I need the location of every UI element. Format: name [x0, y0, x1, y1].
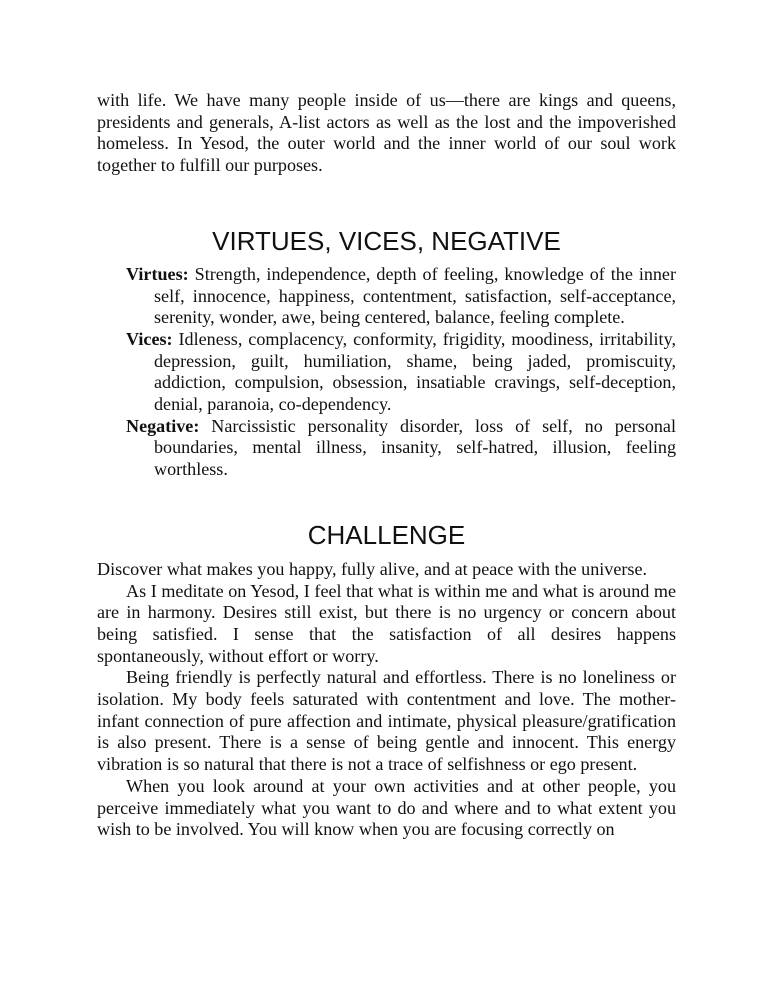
- trait-description: Strength, independence, depth of feeling, knowledge of the inner self, innocence, happiness, contentment, satisfaction, self-acceptance, serenity, wonder, awe, being centered, balance, feeling complete.: [154, 263, 676, 328]
- traits-list: [97, 264, 676, 481]
- trait-term: Negative:: [126, 415, 200, 436]
- trait-description: Narcissistic personality disorder, loss of self, no personal boundaries, mental illness, insanity, self-hatred, illusion, feeling worthless.: [154, 415, 676, 480]
- intro-paragraph: with life. We have many people inside of us—there are kings and queens, presidents and generals, A-list actors as well as the lost and the impoverished homeless. In Yesod, the outer world and the inner world of our soul work together to fulfill our purposes.: [97, 90, 676, 176]
- challenge-paragraph: As I meditate on Yesod, I feel that what is within me and what is around me are in harmony. Desires still exist, but there is no urgency or concern about being satisfied. I sense that the satisfaction of all desires happens spontaneously, without effort or worry.: [97, 580, 676, 666]
- trait-item-vices: [126, 329, 676, 416]
- trait-item-negative: [126, 416, 676, 481]
- trait-item-virtues: [126, 264, 676, 329]
- trait-term: Vices:: [126, 328, 173, 349]
- challenge-heading: CHALLENGE: [307, 519, 466, 550]
- virtues-vices-heading: VIRTUES, VICES, NEGATIVE: [212, 225, 561, 256]
- challenge-paragraph: Discover what makes you happy, fully alive, and at peace with the universe.: [97, 558, 648, 579]
- trait-description: Idleness, complacency, conformity, frigidity, moodiness, irritability, depression, guilt, humiliation, shame, being jaded, promiscuity, addiction, compulsion, obsession, insatiable cravings, self-deception, denial, paranoia, co-dependency.: [154, 328, 676, 415]
- challenge-paragraph: Being friendly is perfectly natural and effortless. There is no loneliness or isolation. My body feels saturated with contentment and love. The mother-infant connection of pure affection and intimate, physical pleasure/gratification is also present. There is a sense of being gentle and innocent. This energy vibration is so natural that there is not a trace of selfishness or ego present.: [97, 667, 676, 775]
- challenge-paragraph: When you look around at your own activities and at other people, you perceive immediately what you want to do and where and to what extent you wish to be involved. You will know when you are focusing correctly on: [97, 775, 676, 840]
- trait-term: Virtues:: [126, 263, 189, 284]
